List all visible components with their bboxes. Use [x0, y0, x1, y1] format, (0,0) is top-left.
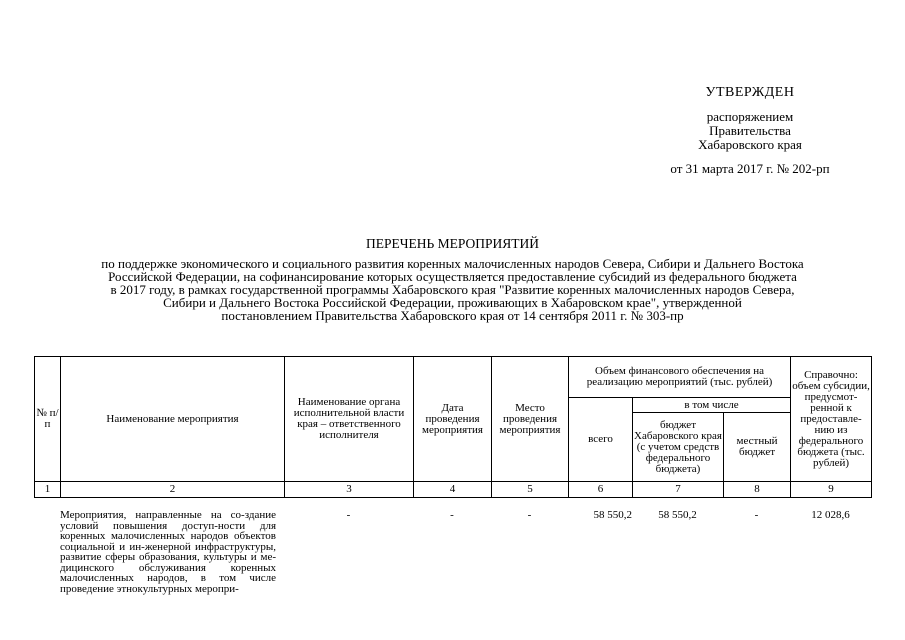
subtitle-line: по поддержке экономического и социального развития коренных малочисленных народов Севера, Сибири и Дальнего Востока: [101, 256, 804, 271]
subtitle-line: постановлением Правительства Хабаровского края от 14 сентября 2011 г. № 303-пр: [221, 308, 684, 323]
column-number: 4: [414, 482, 492, 498]
column-number: 7: [633, 482, 724, 498]
column-number: 9: [791, 482, 872, 498]
row-reference-cell: 12 028,6: [811, 509, 850, 521]
approval-line-3: Хабаровского края: [698, 137, 802, 152]
header-total: всего: [569, 398, 633, 482]
column-number: 8: [724, 482, 791, 498]
header-finance: Объем финансового обеспечения на реализацию мероприятий (тыс. рублей): [569, 357, 791, 398]
approval-line-2: Правительства: [709, 123, 791, 138]
subtitle-line: в 2017 году, в рамках государственной программы Хабаровского края "Развитие коренных малочисленных народов Севера,: [110, 282, 795, 297]
header-reference: Справочно: объем субсидии, предусмот-ренной к предоставле-нию из федерального бюджета (тыс. рублей): [791, 357, 872, 482]
column-number: 2: [61, 482, 285, 498]
approval-block: [640, 86, 860, 176]
header-num: № п/п: [35, 357, 61, 482]
header-regional: бюджет Хабаровского края (с учетом средств федерального бюджета): [633, 413, 724, 482]
document-subtitle: [45, 257, 860, 322]
row-local-cell: -: [754, 509, 759, 521]
measures-table: [34, 356, 872, 498]
header-in-that: в том числе: [633, 398, 791, 413]
approval-line-1: распоряжением: [706, 109, 794, 124]
document-title: ПЕРЕЧЕНЬ МЕРОПРИЯТИЙ: [365, 236, 540, 251]
column-number: 6: [569, 482, 633, 498]
header-local: местный бюджет: [724, 413, 791, 482]
approval-date: от 31 марта 2017 г. № 202-рп: [670, 161, 830, 176]
header-name: Наименование мероприятия: [61, 357, 285, 482]
row-place-cell: -: [527, 509, 532, 521]
column-number: 1: [35, 482, 61, 498]
row-total-cell: 58 550,2: [593, 509, 632, 521]
row-organ-cell: -: [346, 509, 351, 521]
row-date-cell: -: [450, 509, 454, 521]
header-organ: Наименование органа исполнительной власти края – ответственного исполнителя: [285, 357, 414, 482]
approval-heading: УТВЕРЖДЕН: [705, 85, 795, 100]
header-date: Дата проведения мероприятия: [414, 357, 492, 482]
column-number: 3: [285, 482, 414, 498]
column-number: 5: [492, 482, 569, 498]
header-place: Место проведения мероприятия: [492, 357, 569, 482]
subtitle-line: Российской Федерации, на софинансирование которых осуществляется предоставление субсидий из федерального бюджета: [108, 269, 797, 284]
row-name-cell: Мероприятия, направленные на со-здание условий повышения доступ-ности для коренных малочисленных народов объектов социальной и ин-женерной инфраструктуры, развитие сферы образования, культуры и ме-дицинского обслуживания коренных малочисленных народов, в том числе проведение этнокультурных меропри-: [60, 509, 276, 595]
subtitle-line: Сибири и Дальнего Востока Российской Федерации, проживающих в Хабаровском крае", утвержденной: [163, 295, 742, 310]
row-regional-cell: 58 550,2: [658, 509, 697, 521]
